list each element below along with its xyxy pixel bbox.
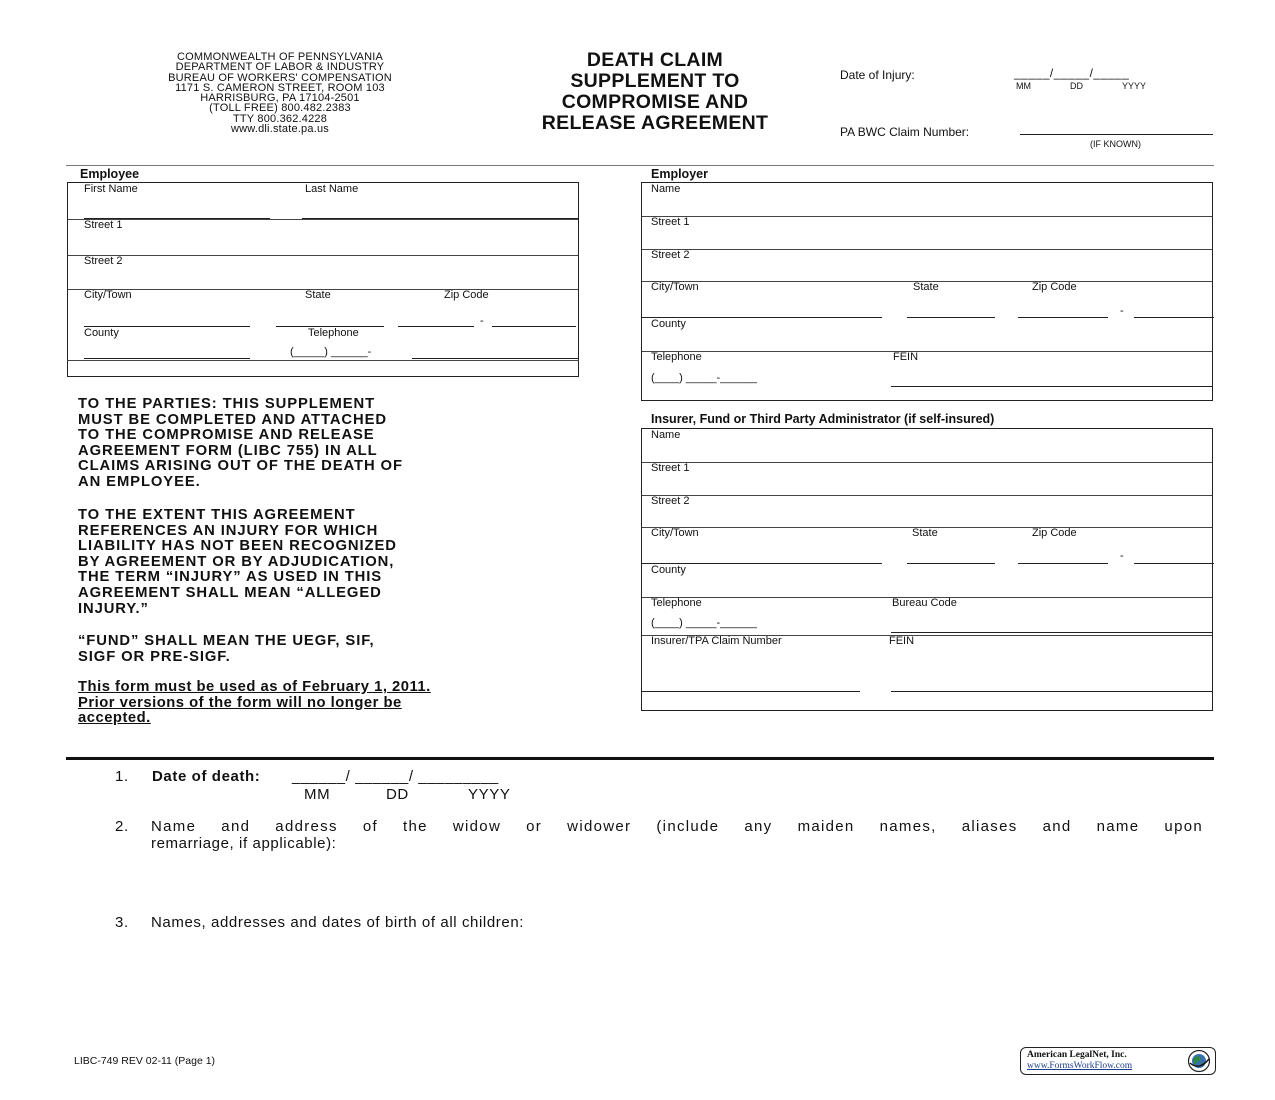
instruction-line: AN EMPLOYEE.: [78, 473, 201, 490]
title-line: SUPPLEMENT TO: [570, 70, 740, 92]
header-divider: [66, 165, 1214, 166]
zip-dash: -: [1120, 550, 1124, 562]
insurer-box: [641, 428, 1213, 711]
q3-text: Names, addresses and dates of birth of all children:: [151, 914, 525, 931]
insurer-street2-row[interactable]: [642, 495, 1212, 528]
instruction-line: BY AGREEMENT OR BY ADJUDICATION,: [78, 553, 395, 570]
instruction-line: SIGF OR PRE-SIGF.: [78, 648, 231, 665]
city-label: City/Town: [651, 527, 699, 539]
claim-number-label: PA BWC Claim Number:: [840, 125, 970, 139]
insurer-section-title: Insurer, Fund or Third Party Administrator (if self-insured): [651, 412, 995, 426]
first-name-label: First Name: [84, 183, 138, 195]
agency-address-block: [120, 52, 440, 134]
name-label: Name: [651, 183, 681, 195]
logo-company: American LegalNet, Inc.: [1027, 1050, 1127, 1060]
q2-text-line1: Name and address of the widow or widower (include any maiden names, aliases and name upon: [151, 818, 1203, 835]
county-label: County: [651, 318, 686, 330]
street1-label: Street 1: [651, 216, 690, 228]
instruction-line: INJURY.”: [78, 600, 149, 617]
insurer-street1-row[interactable]: [642, 462, 1212, 496]
note-line: Prior versions of the form will no longer be: [78, 694, 402, 711]
city-label: City/Town: [651, 281, 699, 293]
telephone-label: Telephone: [308, 327, 359, 339]
state-label: State: [305, 289, 331, 301]
telephone-field[interactable]: (____) _____-______: [651, 617, 757, 629]
americanlegalnet-logo[interactable]: [1020, 1047, 1216, 1075]
insurer-county-row[interactable]: [642, 564, 1212, 598]
employee-city-row: [68, 289, 578, 327]
telephone-label: Telephone: [651, 597, 702, 609]
street1-label: Street 1: [651, 462, 690, 474]
q2-number: 2.: [115, 818, 129, 835]
employer-street2-row[interactable]: [642, 249, 1212, 282]
agency-website: www.dli.state.pa.us: [231, 123, 329, 136]
q3-number: 3.: [115, 914, 129, 931]
form-title: [496, 50, 814, 134]
employer-county-row[interactable]: [642, 318, 1212, 352]
instruction-line: TO THE COMPROMISE AND RELEASE: [78, 427, 375, 444]
form-version-note: [78, 680, 558, 727]
instruction-line: THE TERM “INJURY” AS USED IN THIS: [78, 569, 383, 586]
instruction-line: REFERENCES AN INJURY FOR WHICH: [78, 522, 379, 539]
employee-name-row: [68, 183, 578, 220]
title-line: RELEASE AGREEMENT: [541, 112, 769, 134]
zip-label: Zip Code: [1032, 281, 1077, 293]
county-label: County: [84, 327, 119, 339]
instruction-line: TO THE EXTENT THIS AGREEMENT: [78, 507, 356, 523]
instruction-line: AGREEMENT FORM (LIBC 755) IN ALL: [78, 442, 378, 459]
globe-icon: [1186, 1049, 1212, 1073]
street2-label: Street 2: [651, 495, 690, 507]
zip-label: Zip Code: [444, 289, 489, 301]
telephone-field[interactable]: (_____) ______-: [290, 346, 372, 358]
mm-caption: MM: [1016, 81, 1031, 91]
employer-section-title: Employer: [651, 167, 708, 181]
insurer-name-row[interactable]: [642, 429, 1212, 463]
agency-line: TTY 800.362.4228: [232, 112, 328, 125]
telephone-field[interactable]: (____) _____-______: [651, 372, 757, 384]
dd-caption: DD: [1070, 81, 1083, 91]
yyyy-caption: YYYY: [1122, 81, 1147, 91]
employee-box: [67, 182, 579, 377]
instruction-line: CLAIMS ARISING OUT OF THE DEATH OF: [78, 458, 403, 475]
agency-line: BUREAU OF WORKERS' COMPENSATION: [168, 71, 392, 84]
employer-street1-row[interactable]: [642, 216, 1212, 250]
agency-line: COMMONWEALTH OF PENNSYLVANIA: [176, 51, 384, 63]
employer-phone-row: [642, 351, 1212, 400]
instruction-line: LIABILITY HAS NOT BEEN RECOGNIZED: [78, 538, 397, 555]
instructions-paragraph-2: [78, 508, 558, 617]
instruction-line: “FUND” SHALL MEAN THE UEGF, SIF,: [78, 633, 375, 649]
employer-name-row[interactable]: [642, 183, 1212, 217]
q2-text-line2: remarriage, if applicable):: [151, 835, 337, 852]
zip-dash: -: [480, 315, 484, 327]
bureau-code-field[interactable]: [891, 632, 1213, 633]
agency-line: 1171 S. CAMERON STREET, ROOM 103: [175, 81, 385, 94]
fein-field[interactable]: [891, 691, 1213, 692]
state-label: State: [913, 281, 939, 293]
title-line: COMPROMISE AND: [561, 91, 749, 113]
instructions-paragraph-3: [78, 634, 558, 665]
form-id: LIBC-749 REV 02-11 (Page 1): [74, 1055, 216, 1067]
insurer-phone-row: [642, 597, 1212, 636]
instruction-line: MUST BE COMPLETED AND ATTACHED: [78, 411, 387, 428]
date-of-death-field[interactable]: ______/ ______/ _________: [292, 768, 499, 785]
instructions-paragraph-1: [78, 397, 558, 491]
q1-dd-caption: DD: [386, 786, 409, 803]
agency-line: HARRISBURG, PA 17104-2501: [200, 92, 360, 105]
last-name-label: Last Name: [305, 183, 359, 195]
city-label: City/Town: [84, 289, 132, 301]
if-known-caption: (IF KNOWN): [1090, 139, 1141, 149]
street2-label: Street 2: [651, 249, 690, 261]
state-label: State: [912, 527, 938, 539]
agency-line: (TOLL FREE) 800.482.2383: [209, 102, 351, 115]
instruction-line: AGREEMENT SHALL MEAN “ALLEGED: [78, 584, 382, 601]
street2-label: Street 2: [84, 255, 123, 267]
employer-box: [641, 182, 1213, 401]
employee-section-title: Employee: [80, 167, 140, 181]
date-of-injury-label: Date of Injury:: [840, 68, 915, 82]
note-line: accepted.: [78, 710, 151, 727]
telephone-label: Telephone: [651, 351, 702, 363]
q1-yyyy-caption: YYYY: [468, 786, 511, 803]
name-label: Name: [651, 429, 681, 441]
insurer-claim-number-label: Insurer/TPA Claim Number: [651, 635, 782, 647]
county-field[interactable]: [84, 358, 250, 359]
county-label: County: [651, 564, 686, 576]
fein-label: FEIN: [893, 351, 919, 363]
zip-dash: -: [1120, 305, 1124, 317]
bureau-code-label: Bureau Code: [892, 597, 957, 609]
insurer-claim-row: [642, 635, 1212, 698]
street1-label: Street 1: [84, 219, 123, 231]
q1-label: Date of death:: [152, 768, 261, 785]
fein-field[interactable]: [891, 386, 1213, 387]
employee-box-rule: [67, 360, 579, 361]
q1-number: 1.: [115, 768, 129, 785]
instruction-line: TO THE PARTIES: THIS SUPPLEMENT: [78, 396, 376, 412]
employee-street2-row[interactable]: [68, 255, 578, 290]
employee-street1-row[interactable]: [68, 219, 578, 256]
note-line: This form must be used as of February 1, 2011.: [78, 679, 431, 695]
date-of-injury-field[interactable]: _____/_____/_____: [1014, 66, 1130, 80]
logo-url[interactable]: www.FormsWorkFlow.com: [1027, 1061, 1133, 1071]
section-divider: [66, 757, 1214, 760]
claim-number-field[interactable]: [1020, 134, 1213, 135]
fein-label: FEIN: [889, 635, 915, 647]
insurer-city-row: [642, 527, 1212, 564]
employee-county-row: [68, 327, 578, 376]
q1-mm-caption: MM: [304, 786, 331, 803]
agency-line: DEPARTMENT OF LABOR & INDUSTRY: [175, 61, 385, 74]
insurer-claim-number-field[interactable]: [642, 691, 860, 692]
title-line: DEATH CLAIM: [586, 49, 724, 71]
telephone-number-field[interactable]: [412, 358, 578, 359]
employer-city-row: [642, 281, 1212, 318]
zip-label: Zip Code: [1032, 527, 1077, 539]
